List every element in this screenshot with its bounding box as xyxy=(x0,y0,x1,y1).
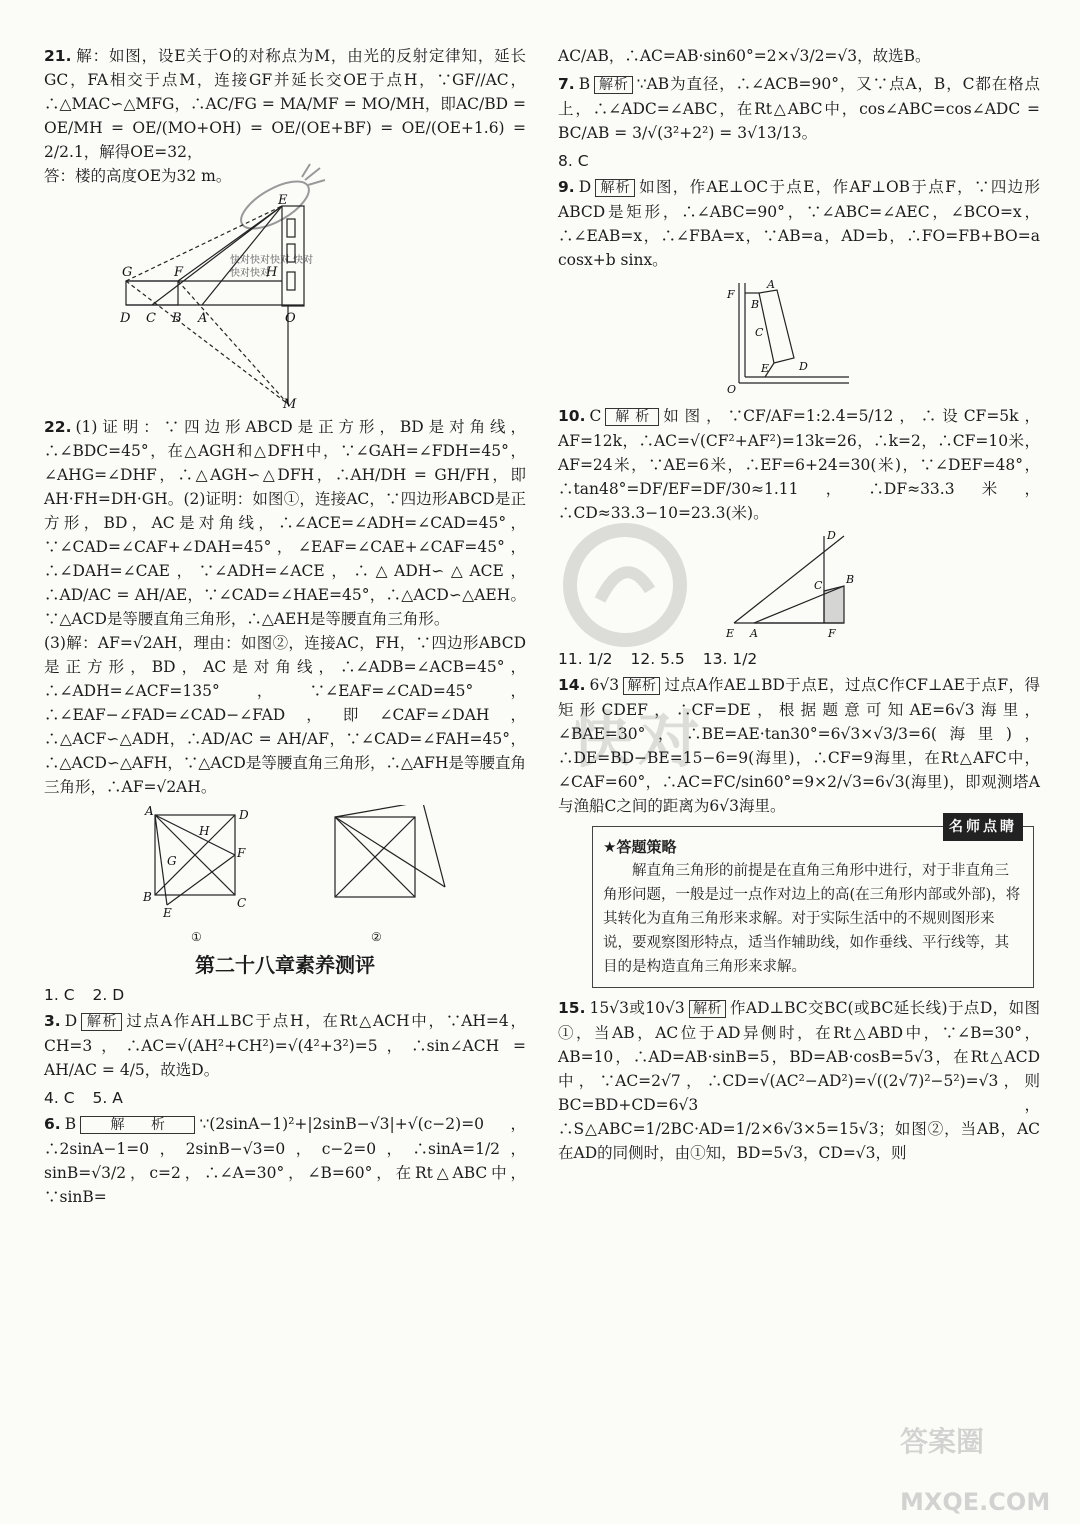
big-watermark-text: 快对 xyxy=(570,703,707,776)
problem-21 xyxy=(44,44,526,188)
problem-text: 如图，作AE⊥OC于点E，作AF⊥OB于点F，∵四边形ABCD是矩形，∴∠ABC=90°，∵∠ABC=∠AEC，∠BCO=x，∴∠EAB=x，∴∠FBA=x，∵AB=a，AD=b，∴FO=FB+BO=a cosx+b sinx。 xyxy=(558,178,1040,269)
analysis-tag: 解析 xyxy=(689,1000,726,1018)
right-column xyxy=(558,44,1040,1169)
label-E: E xyxy=(278,194,288,208)
tip-heading: ★答题策略 xyxy=(603,838,677,856)
problem-number: 21. xyxy=(44,47,72,65)
problem-text: 如图，∵CF/AF=1:2.4=5/12，∴设CF=5k，AF=12k，∴AC=√(CF²+AF²)=13k=26，∴k=2，∴CF=10米，AF=24米，∵AE=6米，∴EF=6+24=30(米)，∵∠DEF=48°，∴tan48°=DF/EF=DF/30≈1.11，∴DF≈33.3米，∴CD≈33.3−10=23.3(米)。 xyxy=(558,407,1041,522)
answer-12: 12. 5.5 xyxy=(630,650,685,668)
sticker-text: 快对快对快对 快对快对快对 xyxy=(230,255,314,279)
answer-8: 8. C xyxy=(558,152,589,170)
short-answers-2 xyxy=(44,1086,526,1110)
analysis-tag: 解析 xyxy=(623,677,660,695)
fig22-caption-2: ② xyxy=(371,930,382,944)
figure-10 xyxy=(724,531,874,641)
fig22-caption-1: ① xyxy=(191,930,202,944)
analysis-tag: 解析 xyxy=(594,76,633,94)
analysis-tag: 解析 xyxy=(605,408,659,426)
problem-text: 过点A作AH⊥BC于点H，在Rt△ACH中，∵AH=4，CH=3，∴AC=√(AH²+CH²)=√(4²+3²)=5，∴sin∠ACH = AH/AC = 4/5，故选D。 xyxy=(44,1012,526,1079)
figure-9 xyxy=(719,278,879,398)
analysis-tag: 解析 xyxy=(595,179,635,197)
section-title: 第二十八章素养测评 xyxy=(195,953,375,977)
label-M: M xyxy=(283,397,297,409)
problem-7 xyxy=(558,72,1040,145)
site-watermark-2: MXQE.COM xyxy=(900,1488,1051,1516)
label-D: D xyxy=(120,311,131,326)
answer-2: 2. D xyxy=(92,986,125,1004)
problem-number: 6. xyxy=(44,1115,61,1133)
problem-number: 15. xyxy=(558,999,586,1017)
label-O: O xyxy=(285,311,296,326)
fig22-label-F: F xyxy=(237,846,246,860)
problem-number: 14. xyxy=(558,676,586,694)
problem-6-continued: AC/AB，∴AC=AB·sin60°=2×√3/2=√3，故选B。 xyxy=(558,47,931,65)
problem-choice: B xyxy=(64,1115,77,1133)
fig22-label-E: E xyxy=(163,906,172,920)
analysis-tag: 解析 xyxy=(81,1013,122,1031)
figure-21 xyxy=(120,194,450,409)
fig9-label-A: A xyxy=(767,278,775,291)
problem-choice: D xyxy=(578,178,592,196)
problem-text: ∵AB为直径，∴∠ACB=90°，又∵点A，B，C都在格点上，∴∠ADC=∠ABC，在Rt△ABC中，cos∠ABC=cos∠ADC = BC/AB = 3/√(3²+2²) = 3√13/13。 xyxy=(558,75,1040,142)
fig22-label-H: H xyxy=(199,824,210,838)
problem-text: 过点A作AE⊥BD于点E，过点C作CF⊥AE于点F，得矩形CDEF，∴CF=DE，根据题意可知AE=6√3海里，∠BAE=30°，∴BE=AE·tan30°=6√3×√3/3=6(海里)，∴DE=BD−BE=15−6=9(海里)，∴CF=9海里，在Rt△AFC中，∠CAF=60°，∴AC=FC/sin60°=9×2/√3=6√3(海里)，即观测塔A与渔船C之间的距离为6√3海里。 xyxy=(558,676,1040,815)
problem-22-part2: (2)证明：如图①，连接AC，∵四边形ABCD是正方形，BD，AC是对角线，∴∠ACE=∠ADH=∠CAD=45°，∵∠CAD=∠CAF+∠DAH=45°，∠EAF=∠CAE+∠CAF=45°，∴∠DAH=∠CAE，∵∠ADH=∠ACE，∴△ADH∽△ACE，∴AD/AC = AH/AE，∵∠CAD=∠HAE=45°，∴△ACD∽△AEH。∵△ACD是等腰直角三角形，∴△AEH是等腰直角三角形。 xyxy=(44,490,526,628)
problem-number: 22. xyxy=(44,418,72,436)
fig22-label-B: B xyxy=(143,890,152,904)
problem-choice: D xyxy=(64,1012,78,1030)
problem-answer-value: 6√3 xyxy=(589,676,620,694)
fig10-label-E: E xyxy=(726,627,735,640)
tip-box xyxy=(592,819,1034,988)
fig9-label-E: E xyxy=(761,362,770,375)
problem-22-part3: (3)解：AF=√2AH，理由：如图②，连接AC，FH，∵四边形ABCD是正方形，BD，AC是对角线，∴∠ADB=∠ACB=45°，∴∠ADH=∠ACF=135°，∵∠EAF=∠CAD=45°，∴∠EAF−∠FAD=∠CAD−∠FAD，即∠CAF=∠DAH，∴△ACF∽△ADH，∴AD/AC = AH/AF，∵∠CAD=∠FAH=45°，∴△ACD∽△AFH，∵△ACD是等腰直角三角形，∴△AFH是等腰直角三角形，∴AF=√2AH。 xyxy=(44,634,526,796)
problem-22 xyxy=(44,415,526,799)
problem-number: 3. xyxy=(44,1012,61,1030)
problem-answer: 答：楼的高度OE为32 m。 xyxy=(44,167,232,185)
problem-text: 作AD⊥BC交BC(或BC延长线)于点D，如图①，当AB，AC位于AD异侧时，在Rt△ABD中，∵∠B=30°，AB=10，∴AD=AB·sinB=5，BD=AB·cosB=5√3，在Rt△ACD中，∵AC=2√7，∴CD=√(AC²−AD²)=√((2√7)²−5²)=√3，则BC=BD+CD=6√3，∴S△ABC=1/2BC·AD=1/2×6√3×5=15√3；如图②，当AB，AC在AD的同侧时，由①知，BD=5√3，CD=√3，则 xyxy=(558,999,1040,1162)
problem-text: ∵(2sinA−1)²+|2sinB−√3|+√(c−2)=0，∴2sinA−1=0，2sinB−√3=0，c−2=0，∴sinA=1/2，sinB=√3/2，c=2，∴∠A=30°，∠B=60°，在Rt△ABC中，∵sinB= xyxy=(44,1115,526,1206)
problem-22-part1: (1)证明：∵四边形ABCD是正方形，BD是对角线，∴∠BDC=45°，在△AGH和△DFH中，∵∠GAH=∠FDH=45°，∠AHG=∠DHF，∴△AGH∽△DFH，∴AH/DH = GH/FH，即AH·FH=DH·GH。 xyxy=(44,418,526,508)
left-column xyxy=(44,44,526,1213)
answer-4: 4. C xyxy=(44,1089,75,1107)
fig9-label-C: C xyxy=(755,326,764,339)
site-watermark-1: 答案圈 xyxy=(900,1425,985,1458)
problem-15 xyxy=(558,996,1040,1165)
short-answers-1 xyxy=(44,983,526,1007)
problem-10 xyxy=(558,404,1040,525)
tip-tag: 名师点睛 xyxy=(943,813,1023,841)
fig22-label-G: G xyxy=(167,854,177,868)
tip-body: 解直角三角形的前提是在直角三角形中进行，对于非直角三角形问题，一般是过一点作对边上的高(在三角形内部或外部)，将其转化为直角三角形来求解。对于实际生活中的不规则图形来说，要观察图形特点，适当作辅助线，如作垂线、平行线等，其目的是构造直角三角形来求解。 xyxy=(603,863,1021,975)
fig9-label-F: F xyxy=(727,288,735,301)
figure-22 xyxy=(115,805,455,945)
fig10-label-B: B xyxy=(846,573,855,586)
problem-text: 解：如图，设E关于O的对称点为M，由光的反射定律知，延长GC，FA相交于点M，连接GF并延长交OE于点H，∵GF//AC，∴△MAC∽△MFG，∴AC/FG = MA/MF = MO/MH，即AC/BD = OE/MH = OE/(MO+OH) = OE/(OE+BF) = OE/(OE+1.6) = 2/2.1，解得OE=32， xyxy=(44,47,526,161)
fig9-label-O: O xyxy=(727,383,737,396)
analysis-tag: 解析 xyxy=(80,1116,195,1134)
label-H: H xyxy=(266,265,278,280)
problem-number: 10. xyxy=(558,407,586,425)
problem-choice: B xyxy=(578,75,591,93)
answer-11: 11. 1/2 xyxy=(558,650,613,668)
problem-choice: C xyxy=(589,407,602,425)
answer-13: 13. 1/2 xyxy=(702,650,758,668)
fig22-label-D: D xyxy=(239,808,249,822)
fig10-label-C: C xyxy=(814,579,823,592)
short-answers-3 xyxy=(558,647,1040,671)
fig10-label-F: F xyxy=(828,627,836,640)
problem-14 xyxy=(558,673,1040,818)
fig22-label-A: A xyxy=(145,805,154,818)
problem-number: 9. xyxy=(558,178,575,196)
problem-9 xyxy=(558,175,1040,272)
fig22-label-C: C xyxy=(237,896,247,910)
label-F: F xyxy=(174,265,184,280)
fig9-label-D: D xyxy=(799,360,808,373)
problem-3 xyxy=(44,1009,526,1082)
label-A: A xyxy=(198,311,208,326)
answer-5: 5. A xyxy=(92,1089,123,1107)
problem-answer-value: 15√3或10√3 xyxy=(589,999,685,1017)
label-G: G xyxy=(122,265,133,280)
fig9-label-B: B xyxy=(751,298,760,311)
label-C: C xyxy=(146,311,156,326)
problem-number: 7. xyxy=(558,75,575,93)
fig10-label-D: D xyxy=(827,531,836,542)
label-B: B xyxy=(172,311,182,326)
answer-1: 1. C xyxy=(44,986,75,1004)
building-shape xyxy=(282,206,304,306)
problem-6 xyxy=(44,1112,526,1209)
fig10-label-A: A xyxy=(750,627,758,640)
